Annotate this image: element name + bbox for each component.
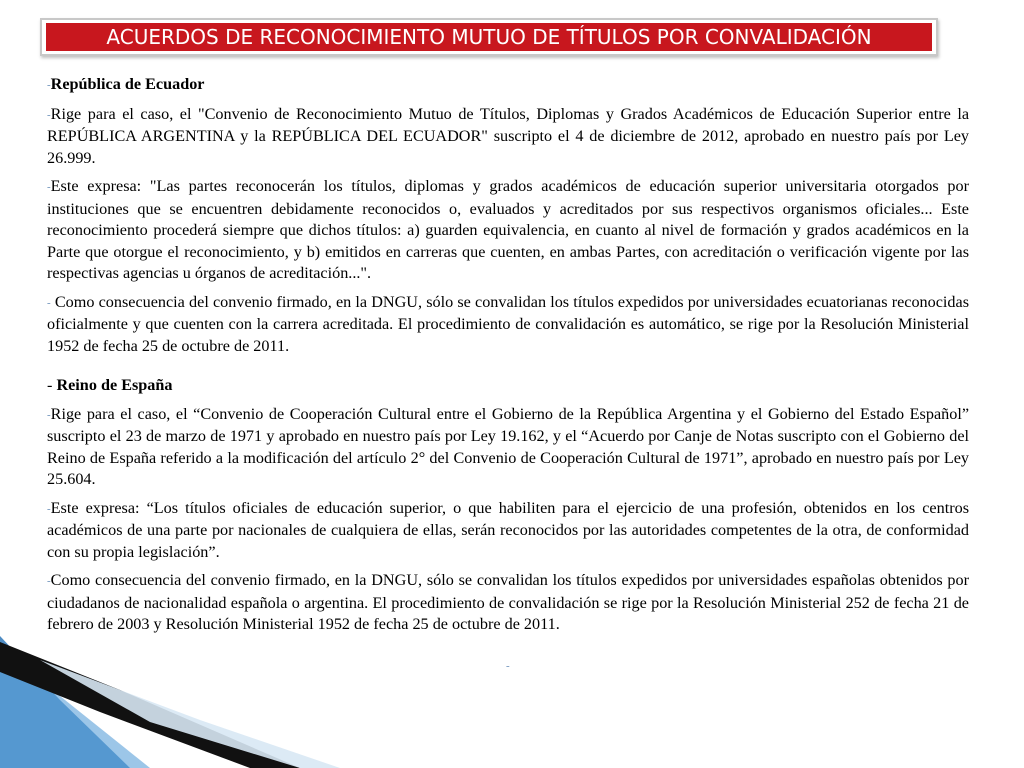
ecuador-p1-text: Rige para el caso, el "Convenio de Reconocimiento Mutuo de Títulos, Diplomas y Grados Académicos de Educación Superior entre la REPÚBLICA ARGENTINA y la REPÚBLICA DEL ECUADOR" suscripto el 4 de diciembre de 2012, aprobado en nuestro país por Ley 26.999. [47,104,969,167]
ecuador-heading: República de Ecuador [50,75,205,93]
ecuador-paragraph-1 [47,104,969,170]
bullet-dash: - [47,408,51,421]
ecuador-paragraph-2 [47,176,969,285]
blue-swoosh [0,636,130,768]
espana-heading-line [47,375,969,397]
espana-paragraph-1 [47,404,969,491]
bullet-dash: - [47,502,51,515]
ecuador-p2-text: Este expresa: "Las partes reconocerán los títulos, diplomas y grados académicos de educación superior universitaria otorgados por instituciones que se encuentren debidamente reconocidos o, evaluados y acreditados por sus respectivos organismos oficiales... Este reconocimiento procederá siempre que dichos títulos: a) guarden equivalencia, en cuanto al nivel de formación y grados académicos en la Parte que otorgue el reconocimiento, y b) emitidos en carreras que cuenten, en ambas Partes, con acreditación o verificación vigente por las respectivas agencias u órganos de acreditación...". [47,177,969,282]
title-frame [40,18,938,56]
espana-heading: Reino de España [56,376,173,394]
bullet-dash: - [47,79,51,91]
espana-paragraph-2 [47,498,969,564]
page-title: ACUERDOS DE RECONOCIMIENTO MUTUO DE TÍTULOS POR CONVALIDACIÓN [46,23,932,51]
trailing-mark: - [506,660,510,672]
espana-dash: - [47,376,57,394]
ecuador-p3-text: Como consecuencia del convenio firmado, en la DNGU, sólo se convalidan los títulos expedidos por universidades ecuatorianas reconocidas oficialmente y que cuenten con la carrera acreditada. El procedimiento de convalidación es automático, se rige por la Resolución Ministerial 1952 de fecha 25 de octubre de 2011. [47,292,969,355]
espana-p3-text: Como consecuencia del convenio firmado, en la DNGU, sólo se convalidan los títulos expedidos por universidades españolas obtenidos por ciudadanos de nacionalidad española o argentina. El procedimiento de convalidación se rige por la Resolución Ministerial 252 de fecha 21 de febrero de 2003 y Resolución Ministerial 1952 de fecha 25 de octubre de 2011. [47,571,969,633]
espana-paragraph-3 [47,570,969,636]
bullet-dash: - [47,108,51,121]
espana-p1-text: Rige para el caso, el “Convenio de Cooperación Cultural entre el Gobierno de la República Argentina y el Gobierno del Estado Español” suscripto el 23 de marzo de 1971 y aprobado en nuestro país por Ley 19.162, y el “Acuerdo por Canje de Notas suscripto con el Gobierno del Reino de España referido a la modificación del artículo 2° del Convenio de Cooperación Cultural de 1971”, aprobado en nuestro país por Ley 25.604. [47,404,969,488]
bullet-dash: - [47,296,51,309]
blue-swoosh-light [0,650,150,768]
espana-p2-text: Este expresa: “Los títulos oficiales de educación superior, o que habiliten para el ejercicio de una profesión, obtenidos en los centros académicos de una parte por nacionales de cualquiera de ellas, serán reconocidos por las autoridades competentes de la otra, de conformidad con su propia legislación”. [47,498,969,561]
dark-swoosh [0,642,300,768]
light-swoosh [40,660,340,768]
bullet-dash: - [47,575,51,587]
bullet-dash: - [47,181,51,193]
ecuador-heading-line [47,74,969,97]
slide-body [47,74,969,643]
ecuador-paragraph-3 [47,292,969,358]
